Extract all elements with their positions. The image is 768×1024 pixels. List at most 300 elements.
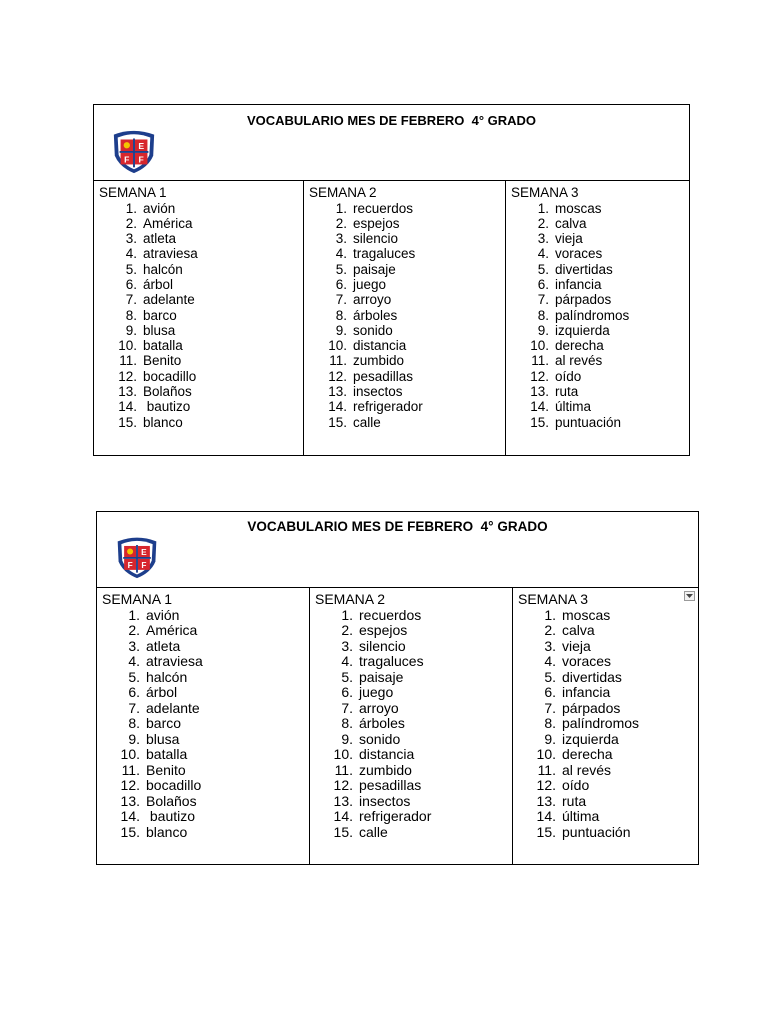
list-item [315,608,512,624]
vocabulary-word: batalla [143,338,183,354]
vocabulary-word: atraviesa [143,246,198,262]
list-item [315,639,512,655]
list-item [99,292,303,307]
vocabulary-word: halcón [143,261,183,277]
list-item [518,716,698,732]
week-column-2 [309,588,512,864]
item-number: 2. [128,622,140,638]
vocabulary-word: atraviesa [146,653,203,669]
vocabulary-word: última [555,399,592,415]
vocabulary-word: Benito [146,761,186,778]
vocabulary-word: recuerdos [359,606,422,623]
list-item [99,262,303,277]
vocabulary-word: paisaje [353,261,396,277]
list-item [511,338,689,353]
word-list [99,201,303,430]
vocabulary-word: moscas [562,606,611,623]
title-row [94,105,689,181]
list-item [99,308,303,323]
vocabulary-word: refrigerador [353,399,423,415]
vocabulary-word: última [562,808,600,824]
vocabulary-word: adelante [143,292,195,308]
item-number: 10. [536,746,556,762]
item-number: 2. [341,622,353,638]
item-number: 3. [128,637,140,654]
item-number: 7. [341,699,353,716]
list-item [518,778,698,794]
list-item [511,308,689,323]
list-item [99,399,303,414]
item-number: 11. [334,761,353,778]
vocabulary-word: América [146,622,198,638]
vocabulary-word: halcón [146,668,188,685]
list-item [99,231,303,246]
week-label: SEMANA 3 [518,591,589,607]
item-number: 1. [125,200,137,216]
svg-text:E: E [141,548,147,558]
vocabulary-word: calle [353,414,381,430]
vocabulary-word: batalla [146,746,188,762]
list-item [511,231,689,246]
vocabulary-word: sonido [353,322,393,338]
item-number: 2. [335,215,347,231]
item-number: 12. [536,777,556,793]
vocabulary-word: oído [562,777,590,793]
list-item [99,246,303,261]
vocabulary-word: derecha [562,746,613,762]
week-column-3 [505,181,689,455]
item-number: 3. [125,231,137,247]
vocabulary-table-1 [93,104,690,456]
item-number: 4. [128,653,140,669]
vocabulary-word: silencio [353,231,399,247]
list-item [99,201,303,216]
list-item [309,415,505,430]
list-item [315,654,512,670]
school-crest-icon [110,127,158,175]
word-list [315,608,512,841]
item-number: 14. [333,808,353,824]
list-item [315,747,512,763]
item-number: 14. [118,399,137,415]
item-number: 3. [544,637,556,654]
svg-text:F: F [124,154,130,165]
list-item [309,353,505,368]
item-number: 12. [328,368,347,384]
list-item [99,277,303,292]
item-number: 8. [335,307,347,323]
item-number: 10. [118,338,137,354]
list-item [99,369,303,384]
item-number: 9. [335,322,347,338]
item-number: 10. [333,746,353,762]
item-number: 8. [125,307,137,323]
vocabulary-word: atleta [146,637,181,654]
item-number: 6. [335,276,347,292]
week-column-2 [303,181,505,455]
item-number: 5. [335,261,347,277]
item-number: 6. [537,276,549,292]
vocabulary-word: calle [359,823,388,840]
vocabulary-word: infancia [562,684,611,700]
item-number: 7. [544,699,556,716]
item-number: 14. [536,808,556,824]
vocabulary-word: izquierda [562,730,619,747]
item-number: 12. [530,368,549,384]
item-number: 6. [125,276,137,292]
week-column-3 [512,588,698,864]
list-item [102,670,309,686]
list-item [511,399,689,414]
list-item [518,639,698,655]
vocabulary-word: espejos [353,215,400,231]
vocabulary-word: al revés [562,761,612,778]
vocabulary-word: insectos [353,384,403,400]
item-number: 4. [125,246,137,262]
list-item [102,685,309,701]
list-item [309,216,505,231]
vocabulary-word: distancia [359,746,415,762]
week-label: SEMANA 3 [511,185,579,200]
vocabulary-word: palíndromos [555,307,630,323]
list-item [511,277,689,292]
item-number: 15. [530,414,549,430]
vocabulary-word: blanco [143,414,183,430]
vocabulary-word: arroyo [353,292,392,308]
svg-text:F: F [138,154,144,165]
item-number: 11. [537,761,556,778]
item-number: 1. [341,606,353,623]
vocabulary-word: pesadillas [359,777,422,793]
vocabulary-word: blanco [146,823,188,840]
item-number: 9. [341,730,353,747]
vocabulary-word: avión [146,606,180,623]
document-title: VOCABULARIO MES DE FEBRERO 4° GRADO [247,519,548,534]
vocabulary-word: distancia [353,338,407,354]
item-number: 5. [537,261,549,277]
list-item [315,778,512,794]
item-number: 8. [544,715,556,731]
item-number: 8. [128,715,140,731]
word-list [511,201,689,430]
item-number: 10. [120,746,140,762]
item-number: 15. [536,823,556,840]
vocabulary-word: recuerdos [353,200,414,216]
list-item [315,716,512,732]
vocabulary-word: sonido [359,730,401,747]
item-number: 13. [536,792,556,809]
document-title: VOCABULARIO MES DE FEBRERO 4° GRADO [246,113,537,128]
vocabulary-word: Bolaños [146,792,197,809]
item-number: 2. [544,622,556,638]
vocabulary-word: avión [143,200,176,216]
list-item [102,778,309,794]
item-number: 9. [125,322,137,338]
title-row [97,512,698,588]
list-item [315,701,512,717]
list-item [99,216,303,231]
list-item [102,763,309,779]
vocabulary-word: Benito [143,353,182,369]
list-item [99,323,303,338]
list-item [518,701,698,717]
chevron-down-icon [686,594,693,598]
week-label: SEMANA 2 [309,185,377,200]
vocabulary-word: árbol [143,276,174,292]
vocabulary-word: moscas [555,200,602,216]
list-item [99,353,303,368]
item-number: 9. [544,730,556,747]
vocabulary-word: zumbido [359,761,412,778]
vocabulary-word: blusa [146,730,180,747]
item-number: 6. [544,684,556,700]
list-item [518,670,698,686]
vocabulary-word: arroyo [359,699,399,716]
item-number: 14. [328,399,347,415]
list-item [511,369,689,384]
vocabulary-word: bocadillo [146,777,202,793]
vocabulary-word: Bolaños [143,384,192,400]
week-label: SEMANA 1 [102,591,173,607]
list-item [309,384,505,399]
vocabulary-word: vieja [562,637,591,654]
vocabulary-word: árboles [353,307,398,323]
list-item [518,623,698,639]
item-number: 11. [119,353,137,369]
vocabulary-word: calva [555,215,587,231]
item-number: 14. [120,808,140,824]
list-item [102,623,309,639]
vocabulary-word: divertidas [562,668,622,685]
vocabulary-word: al revés [555,353,603,369]
item-number: 3. [341,637,353,654]
item-number: 13. [118,384,137,400]
item-number: 1. [335,200,347,216]
vocabulary-word: pesadillas [353,368,414,384]
vocabulary-word: bautizo [146,808,196,824]
item-number: 9. [128,730,140,747]
list-item [518,809,698,825]
item-number: 1. [537,200,549,216]
list-item [102,825,309,841]
word-list [309,201,505,430]
vocabulary-word: puntuación [562,823,631,840]
list-item [102,747,309,763]
item-number: 5. [125,261,137,277]
vocabulary-word: divertidas [555,261,613,277]
list-item [309,338,505,353]
vocabulary-word: voraces [555,246,603,262]
vocabulary-word: árboles [359,715,405,731]
item-number: 11. [531,353,549,369]
list-item [511,384,689,399]
item-number: 3. [537,231,549,247]
list-item [309,246,505,261]
list-item [315,732,512,748]
item-number: 4. [537,246,549,262]
vocabulary-word: voraces [562,653,612,669]
vocabulary-word: bautizo [143,399,191,415]
list-item [511,262,689,277]
list-item [309,231,505,246]
item-number: 13. [328,384,347,400]
item-number: 3. [335,231,347,247]
list-item [99,338,303,353]
vocabulary-word: párpados [562,699,621,716]
item-number: 2. [125,215,137,231]
vocabulary-word: tragaluces [353,246,416,262]
item-number: 12. [333,777,353,793]
list-item [511,353,689,368]
list-item [518,825,698,841]
list-item [315,763,512,779]
item-number: 1. [544,606,556,623]
list-item [309,262,505,277]
vocabulary-word: insectos [359,792,411,809]
item-number: 13. [530,384,549,400]
svg-text:F: F [141,561,147,571]
item-number: 7. [128,699,140,716]
item-number: 10. [530,338,549,354]
list-item [102,608,309,624]
week-label: SEMANA 2 [315,591,386,607]
list-item [309,399,505,414]
list-item [315,809,512,825]
list-item [511,415,689,430]
list-item [511,292,689,307]
item-number: 6. [341,684,353,700]
item-number: 12. [120,777,140,793]
word-list [102,608,309,841]
list-item [309,292,505,307]
list-item [315,794,512,810]
vocabulary-word: izquierda [555,322,610,338]
item-number: 10. [328,338,347,354]
vocabulary-word: juego [359,684,394,700]
item-number: 15. [118,414,137,430]
list-item [309,277,505,292]
week-label: SEMANA 1 [99,185,167,200]
vocabulary-word: árbol [146,684,178,700]
list-item [511,323,689,338]
item-number: 6. [128,684,140,700]
svg-text:E: E [138,141,145,152]
item-number: 13. [120,792,140,809]
list-item [511,201,689,216]
vocabulary-word: calva [562,622,595,638]
list-item [309,308,505,323]
vocabulary-word: silencio [359,637,406,654]
item-number: 4. [335,246,347,262]
item-number: 12. [118,368,137,384]
list-item [99,384,303,399]
item-number: 8. [341,715,353,731]
item-number: 5. [128,668,140,685]
item-number: 15. [120,823,140,840]
vocabulary-word: zumbido [353,353,405,369]
vocabulary-word: espejos [359,622,408,638]
list-item [315,825,512,841]
school-crest-icon [114,534,160,580]
list-item [511,216,689,231]
list-item [102,794,309,810]
list-item [309,323,505,338]
item-number: 15. [333,823,353,840]
item-number: 5. [544,668,556,685]
list-item [511,246,689,261]
list-item [102,732,309,748]
item-number: 8. [537,307,549,323]
vocabulary-word: ruta [555,384,579,400]
vocabulary-word: barco [146,715,182,731]
list-item [102,809,309,825]
item-number: 4. [544,653,556,669]
word-list [518,608,698,841]
vocabulary-word: párpados [555,292,612,308]
vocabulary-word: oído [555,368,582,384]
list-item [315,623,512,639]
list-item [102,654,309,670]
vocabulary-word: ruta [562,792,587,809]
list-item [102,716,309,732]
list-item [518,794,698,810]
list-item [99,415,303,430]
vocabulary-word: adelante [146,699,200,716]
list-item [309,201,505,216]
dropdown-toggle-button[interactable] [684,591,695,601]
list-item [102,639,309,655]
vocabulary-word: vieja [555,231,583,247]
week-column-1 [94,181,303,455]
list-item [518,747,698,763]
svg-text:F: F [127,561,133,571]
item-number: 11. [121,761,140,778]
list-item [518,763,698,779]
item-number: 1. [128,606,140,623]
list-item [518,685,698,701]
vocabulary-word: puntuación [555,414,622,430]
vocabulary-word: juego [353,276,387,292]
list-item [518,654,698,670]
list-item [102,701,309,717]
item-number: 13. [333,792,353,809]
list-item [315,670,512,686]
item-number: 2. [537,215,549,231]
vocabulary-word: barco [143,307,177,323]
item-number: 5. [341,668,353,685]
item-number: 14. [530,399,549,415]
item-number: 7. [537,292,549,308]
vocabulary-word: refrigerador [359,808,432,824]
vocabulary-word: blusa [143,322,176,338]
vocabulary-word: infancia [555,276,602,292]
list-item [309,369,505,384]
vocabulary-word: atleta [143,231,177,247]
list-item [518,608,698,624]
week-column-1 [97,588,309,864]
list-item [315,685,512,701]
vocabulary-table-2 [96,511,699,865]
item-number: 11. [329,353,347,369]
vocabulary-word: bocadillo [143,368,197,384]
item-number: 4. [341,653,353,669]
item-number: 7. [125,292,137,308]
vocabulary-word: palíndromos [562,715,640,731]
vocabulary-word: América [143,215,193,231]
item-number: 7. [335,292,347,308]
vocabulary-word: derecha [555,338,604,354]
list-item [518,732,698,748]
